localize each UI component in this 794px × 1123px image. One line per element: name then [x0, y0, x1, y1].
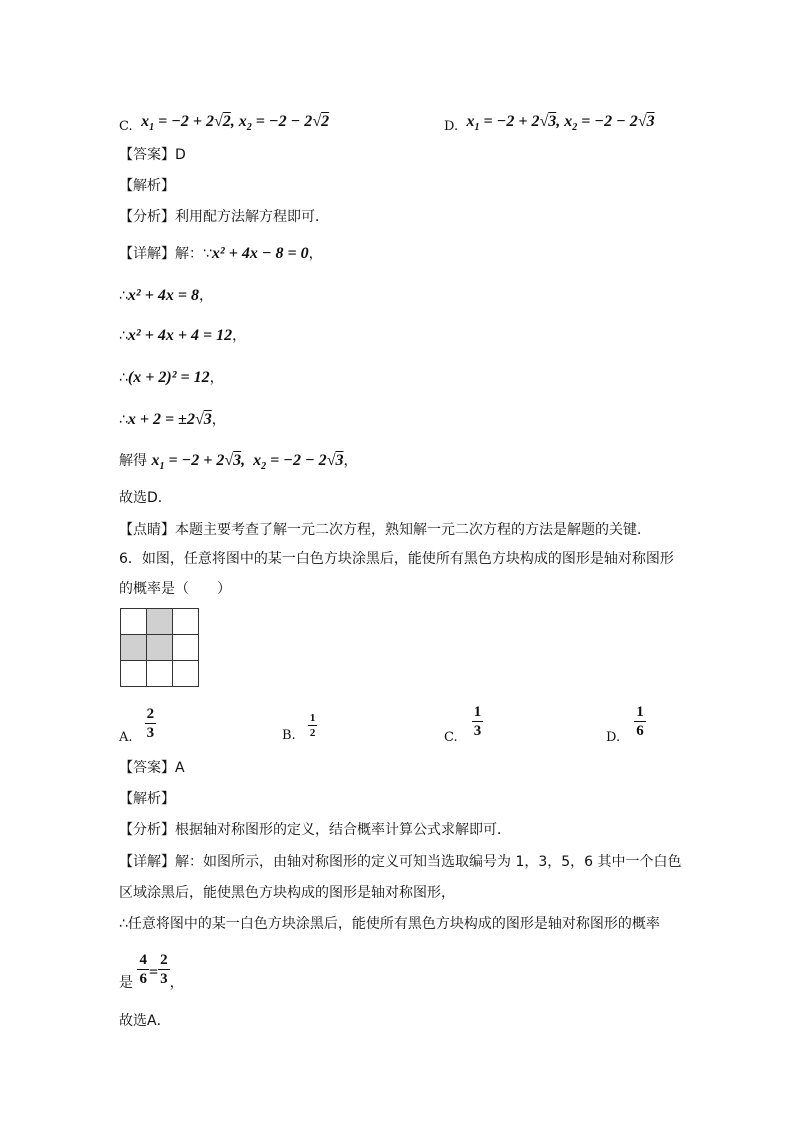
- grid-cell-empty: [120, 608, 147, 635]
- detail-5-line5: [119, 410, 226, 430]
- detail-5-line3: [119, 326, 246, 346]
- option-a: [119, 706, 156, 745]
- grid-cell-empty: [172, 608, 199, 635]
- detail-6-line2: 区域涂黑后，能使黑色方块构成的图形是轴对称图形，: [119, 885, 455, 901]
- option-d-letter: D.: [444, 119, 459, 134]
- answer-6: 【答案】A: [119, 760, 185, 776]
- comma: ，: [211, 412, 226, 428]
- option-c-letter: C.: [119, 119, 133, 134]
- solve-prefix: 解得: [119, 453, 147, 469]
- detail-6-prefix: 是: [119, 974, 133, 991]
- analysis-6-label: 【解析】: [119, 791, 175, 807]
- conclusion-5: 故选D．: [119, 490, 172, 506]
- analysis-5-label: 【解析】: [119, 178, 175, 194]
- equation-3: x² + 4x + 4 = 12: [127, 327, 233, 344]
- option-b-letter: B.: [282, 728, 296, 743]
- fenxi-5: 【分析】利用配方法解方程即可．: [119, 209, 329, 225]
- conclusion-6: 故选A．: [119, 1013, 171, 1029]
- answer-5: 【答案】D: [119, 147, 186, 163]
- equation-1: x² + 4x − 8 = 0: [211, 245, 309, 262]
- option-c-row: [119, 112, 329, 138]
- comma: ，: [343, 453, 358, 469]
- equation-4: (x + 2)² = 12: [127, 369, 210, 386]
- detail-5-line2: [119, 286, 213, 306]
- therefore-symbol: ∴: [119, 370, 128, 386]
- grid-cell-empty: [172, 634, 199, 661]
- option-b: [282, 712, 317, 743]
- option-c6-letter: C.: [444, 730, 458, 745]
- comma: ，: [198, 288, 213, 304]
- equation-5: x + 2 = ±2√3: [127, 411, 212, 428]
- option-d: [606, 704, 646, 745]
- option-c: [444, 704, 483, 745]
- comma: ，: [232, 328, 247, 344]
- comma: ，: [308, 246, 323, 262]
- therefore-symbol: ∴: [119, 328, 128, 344]
- option-d-expression: $x_1 = -2 + 2√3$, $x_2 = -2 - 2√3$: [462, 113, 655, 134]
- detail-6-line1: 【详解】解：如图所示，由轴对称图形的定义可知当选取编号为 1，3，5，6 其中一个白色: [119, 854, 682, 870]
- option-a-letter: A.: [119, 730, 133, 745]
- option-c6-fraction: $\frac{1}{3}$: [473, 704, 482, 739]
- therefore-symbol: ∴: [119, 288, 128, 304]
- grid-cell-empty: [172, 660, 199, 687]
- option-b-fraction: $\frac{1}{2}$: [309, 712, 316, 739]
- detail-5-line1: [119, 244, 323, 264]
- equals-sign: =: [148, 963, 159, 981]
- grid-cell-filled: [146, 634, 173, 661]
- option-d6-fraction: $\frac{1}{6}$: [636, 704, 644, 739]
- detail-6-line3: ∴任意将图中的某一白色方块涂黑后，能使所有黑色方块构成的图形是轴对称图形的概率: [119, 916, 660, 932]
- dianjing-5: 【点睛】本题主要考查了解一元二次方程，熟知解一元二次方程的方法是解题的关键．: [119, 522, 651, 538]
- option-d6-letter: D.: [606, 730, 621, 745]
- option-a-fraction: $\frac{2}{3}$: [146, 706, 155, 741]
- fraction-4-6: $\frac{4}{6}$: [139, 952, 147, 987]
- grid-cell-filled: [120, 634, 147, 661]
- square-grid: [120, 608, 198, 686]
- therefore-symbol: ∴: [119, 412, 128, 428]
- option-c-expression: $x_1 = -2 + 2√2$, $x_2 = -2 - 2√2$: [137, 113, 330, 134]
- equation-2: x² + 4x = 8: [127, 287, 199, 304]
- comma: ，: [169, 974, 184, 991]
- detail-prefix: 【详解】解：∵: [119, 246, 212, 262]
- fraction-2-3: $\frac{2}{3}$: [160, 952, 168, 987]
- question-6-line1: 6．如图，任意将图中的某一白色方块涂黑后，能使所有黑色方块构成的图形是轴对称图形: [119, 551, 674, 567]
- detail-5-line4: [119, 368, 224, 388]
- grid-cell-empty: [120, 660, 147, 687]
- detail-6-line4: [119, 952, 184, 991]
- solution-expression: $x_1 = -2 + 2√3$, $x_2 = -2 - 2√3$: [151, 452, 344, 473]
- comma: ，: [209, 370, 224, 386]
- detail-5-solution: [119, 451, 357, 477]
- fenxi-6: 【分析】根据轴对称图形的定义，结合概率计算公式求解即可．: [119, 822, 511, 838]
- option-d-row: [444, 112, 655, 138]
- question-6-line2: 的概率是（ ）: [119, 581, 231, 597]
- grid-cell-filled: [146, 608, 173, 635]
- grid-cell-empty: [146, 660, 173, 687]
